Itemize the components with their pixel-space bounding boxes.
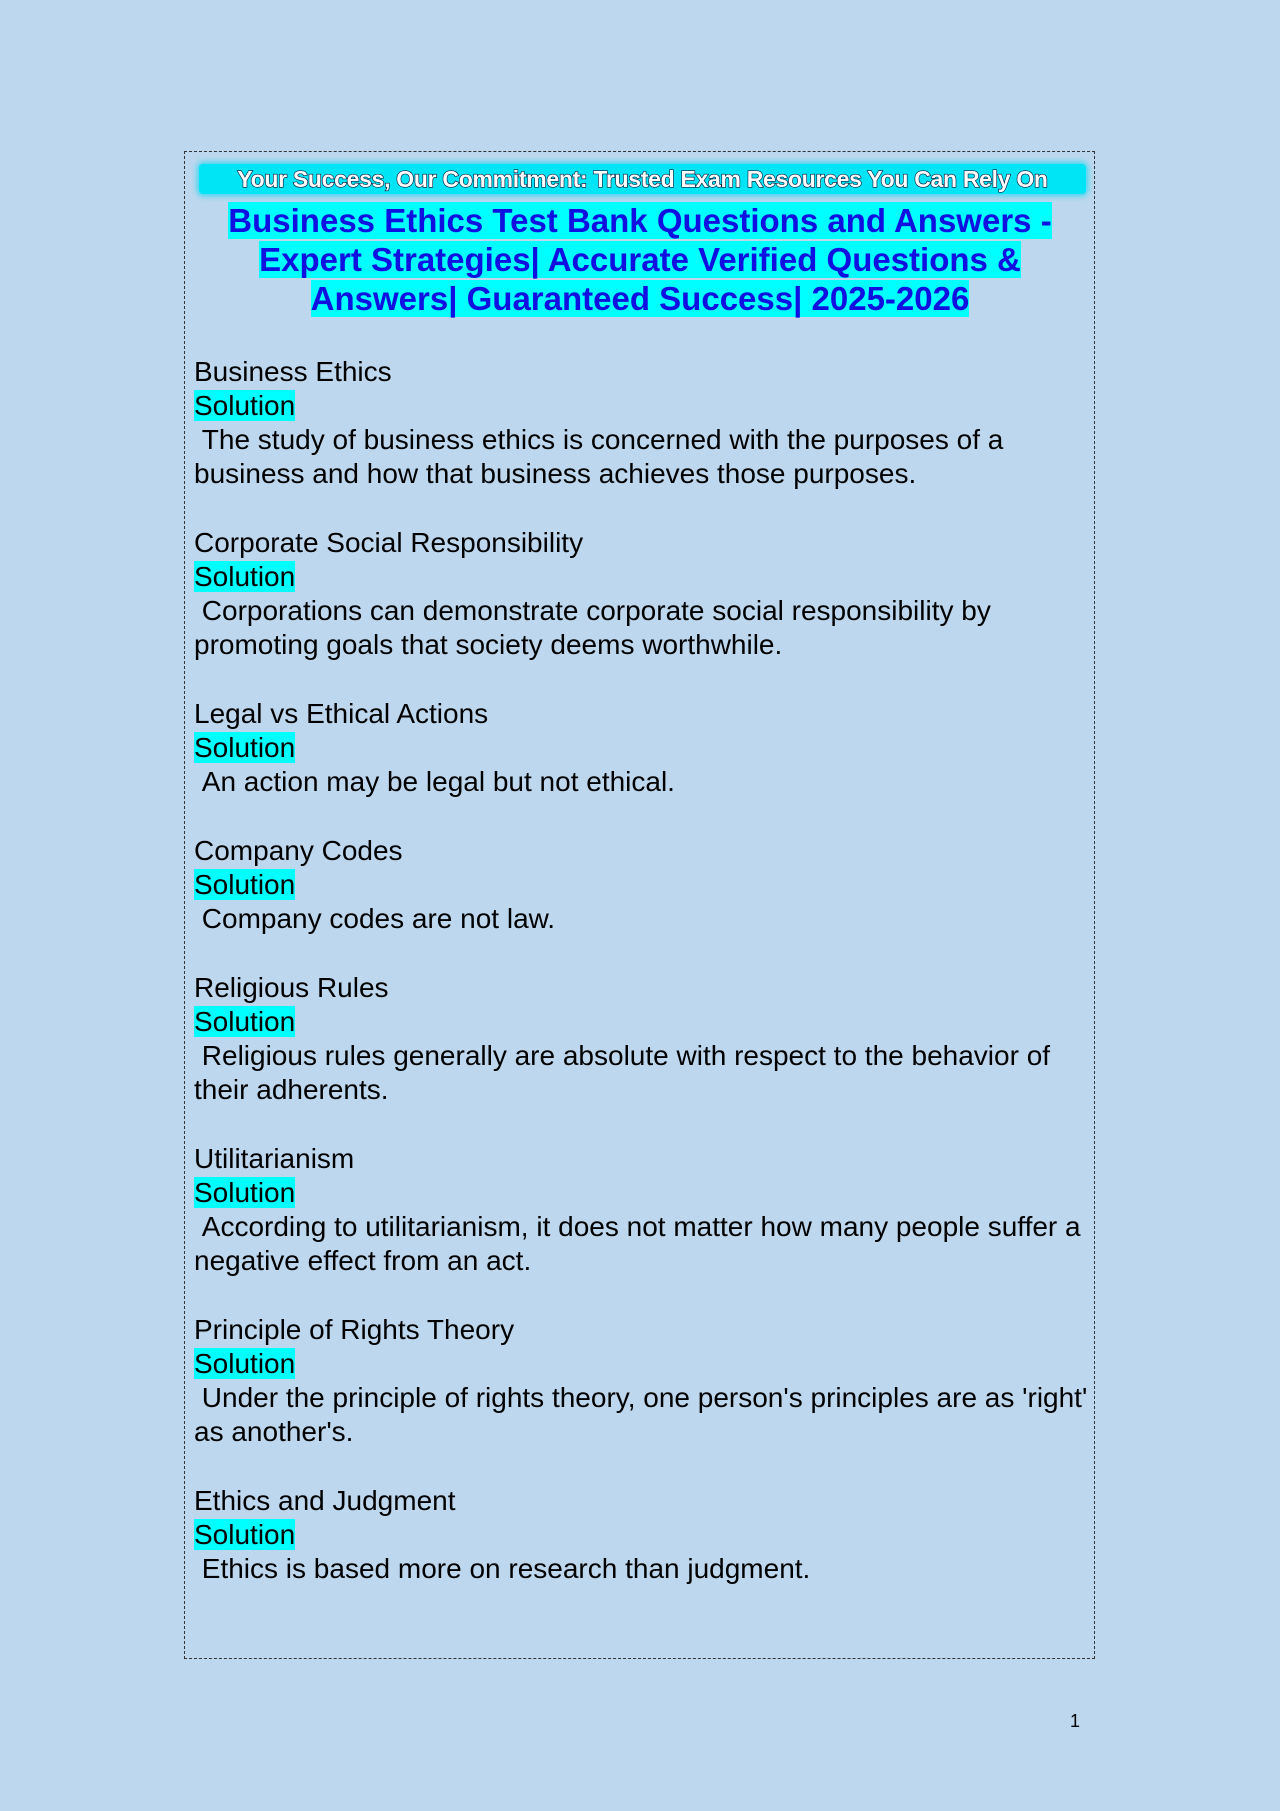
qa-term: Principle of Rights Theory — [194, 1314, 515, 1345]
qa-item — [194, 354, 1089, 491]
qa-item — [194, 1141, 1089, 1278]
document-title — [190, 201, 1090, 318]
page-number: 1 — [1070, 1711, 1081, 1731]
title-line-3: Answers| Guaranteed Success| 2025-2026 — [310, 280, 970, 317]
qa-term: Business Ethics — [194, 356, 392, 387]
qa-answer: According to utilitarianism, it does not matter how many people suffer a negative effect from an act. — [194, 1211, 1089, 1276]
qa-list — [194, 354, 1096, 1620]
qa-item — [194, 696, 1089, 799]
qa-answer: Religious rules generally are absolute with respect to the behavior of their adherents. — [194, 1040, 1058, 1105]
qa-item — [194, 1312, 1096, 1449]
qa-answer: Company codes are not law. — [194, 903, 556, 934]
solution-label: Solution — [194, 561, 296, 592]
solution-label: Solution — [194, 1177, 296, 1208]
qa-term: Legal vs Ethical Actions — [194, 698, 489, 729]
solution-label: Solution — [194, 869, 296, 900]
title-line-1: Business Ethics Test Bank Questions and Answers - — [228, 202, 1052, 239]
solution-label: Solution — [194, 732, 296, 763]
qa-item — [194, 525, 1089, 662]
solution-label: Solution — [194, 1348, 296, 1379]
qa-item — [194, 1483, 1089, 1586]
qa-term: Ethics and Judgment — [194, 1485, 456, 1516]
qa-term: Utilitarianism — [194, 1143, 355, 1174]
solution-label: Solution — [194, 1519, 296, 1550]
title-line-2: Expert Strategies| Accurate Verified Questions & — [259, 241, 1021, 278]
qa-answer: Ethics is based more on research than judgment. — [194, 1553, 811, 1584]
qa-term: Religious Rules — [194, 972, 389, 1003]
qa-answer: The study of business ethics is concerned with the purposes of a business and how that business achieves those purposes. — [194, 424, 1012, 489]
qa-item — [194, 970, 1089, 1107]
qa-term: Company Codes — [194, 835, 403, 866]
solution-label: Solution — [194, 1006, 296, 1037]
qa-answer: Under the principle of rights theory, one person's principles are as 'right' as another's. — [194, 1382, 1096, 1447]
qa-item — [194, 833, 1089, 936]
header-banner: Your Success, Our Commitment: Trusted Exam Resources You Can Rely On — [199, 164, 1086, 194]
qa-answer: Corporations can demonstrate corporate social responsibility by promoting goals that society deems worthwhile. — [194, 595, 999, 660]
qa-answer: An action may be legal but not ethical. — [194, 766, 675, 797]
solution-label: Solution — [194, 390, 296, 421]
qa-term: Corporate Social Responsibility — [194, 527, 584, 558]
